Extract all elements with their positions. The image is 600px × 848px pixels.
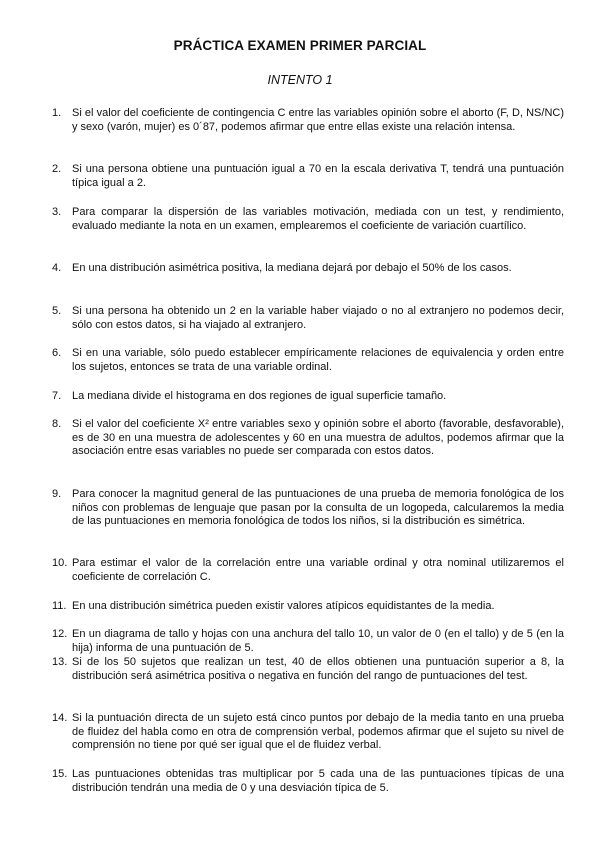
question-3: [52, 206, 564, 233]
question-4: [52, 262, 564, 276]
question-text: Para estimar el valor de la correlación entre una variable ordinal y otra nominal utilizaremos el coeficiente de correlación C.: [72, 557, 564, 583]
question-12: [52, 628, 564, 655]
question-number: 15.: [52, 768, 68, 780]
question-text: Si en una variable, sólo puedo establecer empíricamente relaciones de equivalencia y orden entre los sujetos, entonces se trata de una variable ordinal.: [72, 347, 564, 373]
question-5: [52, 305, 564, 332]
question-number: 8.: [52, 418, 62, 430]
question-text: Si la puntuación directa de un sujeto está cinco puntos por debajo de la media tanto en una prueba de fluidez del habla como en otra de comprensión verbal, podemos afirmar que el sujeto su nivel de comprensión no tiene por qué ser igual que el de fluidez verbal.: [72, 712, 564, 752]
question-text: La mediana divide el histograma en dos regiones de igual superficie tamaño.: [72, 390, 447, 402]
question-number: 2.: [52, 163, 62, 175]
question-text: Para conocer la magnitud general de las puntuaciones de una prueba de memoria fonológica de los niños con problemas de lenguaje que pasan por la consulta de un logopeda, calcularemos la media de las puntuaciones en memoria fonológica de todos los niños, si la distribución es simétrica.: [72, 488, 564, 528]
question-2: [52, 163, 564, 190]
question-8: [52, 418, 564, 459]
question-text: En una distribución simétrica pueden existir valores atípicos equidistantes de la media.: [72, 600, 495, 612]
question-15: [52, 768, 564, 795]
question-number: 6.: [52, 347, 62, 359]
question-number: 12.: [52, 628, 68, 640]
question-number: 7.: [52, 390, 62, 402]
question-number: 1.: [52, 107, 62, 119]
question-text: Si una persona obtiene una puntuación igual a 70 en la escala derivativa T, tendrá una puntuación típica igual a 2.: [72, 163, 564, 189]
question-13: [52, 656, 564, 683]
question-number: 11.: [52, 600, 67, 612]
question-14: [52, 712, 564, 753]
question-text: En un diagrama de tallo y hojas con una anchura del tallo 10, un valor de 0 (en el tallo) y de 5 (en la hija) informa de una puntuación de 5.: [72, 628, 564, 654]
question-text: En una distribución asimétrica positiva, la mediana dejará por debajo el 50% de los casos.: [72, 262, 512, 274]
question-7: [52, 390, 564, 404]
question-number: 3.: [52, 206, 62, 218]
page-subtitle: INTENTO 1: [267, 73, 333, 87]
page-title: PRÁCTICA EXAMEN PRIMER PARCIAL: [173, 38, 427, 53]
question-text: Si el valor del coeficiente de contingencia C entre las variables opinión sobre el aborto (F, D, NS/NC) y sexo (varón, mujer) es 0´87, podemos afirmar que entre ellas existe una relación intensa.: [72, 107, 564, 133]
question-text: Las puntuaciones obtenidas tras multiplicar por 5 cada una de las puntuaciones típicas de una distribución tendrán una media de 0 y una desviación típica de 5.: [72, 768, 564, 794]
question-number: 13.: [52, 656, 68, 668]
question-number: 10.: [52, 557, 68, 569]
question-number: 4.: [52, 262, 62, 274]
question-text: Para comparar la dispersión de las variables motivación, mediada con un test, y rendimiento, evaluado mediante la nota en un examen, emplearemos el coeficiente de variación cuartílico.: [72, 206, 564, 232]
question-text: Si de los 50 sujetos que realizan un test, 40 de ellos obtienen una puntuación superior a 8, la distribución será asimétrica positiva o negativa en función del rango de puntuaciones del test.: [72, 656, 564, 682]
question-number: 5.: [52, 305, 62, 317]
question-text: Si una persona ha obtenido un 2 en la variable haber viajado o no al extranjero no podemos decir, sólo con estos datos, si ha viajado al extranjero.: [72, 305, 564, 331]
question-1: [52, 107, 564, 134]
question-number: 9.: [52, 488, 62, 500]
question-6: [52, 347, 564, 374]
question-9: [52, 488, 564, 529]
question-number: 14.: [52, 712, 68, 724]
question-10: [52, 557, 564, 584]
question-text: Si el valor del coeficiente X² entre variables sexo y opinión sobre el aborto (favorable, desfavorable), es de 30 en una muestra de adolescentes y 60 en una muestra de adultos, podemos afirmar que la asociación entre esas variables no puede ser comparada con estos datos.: [72, 418, 564, 458]
question-11: [52, 600, 564, 614]
